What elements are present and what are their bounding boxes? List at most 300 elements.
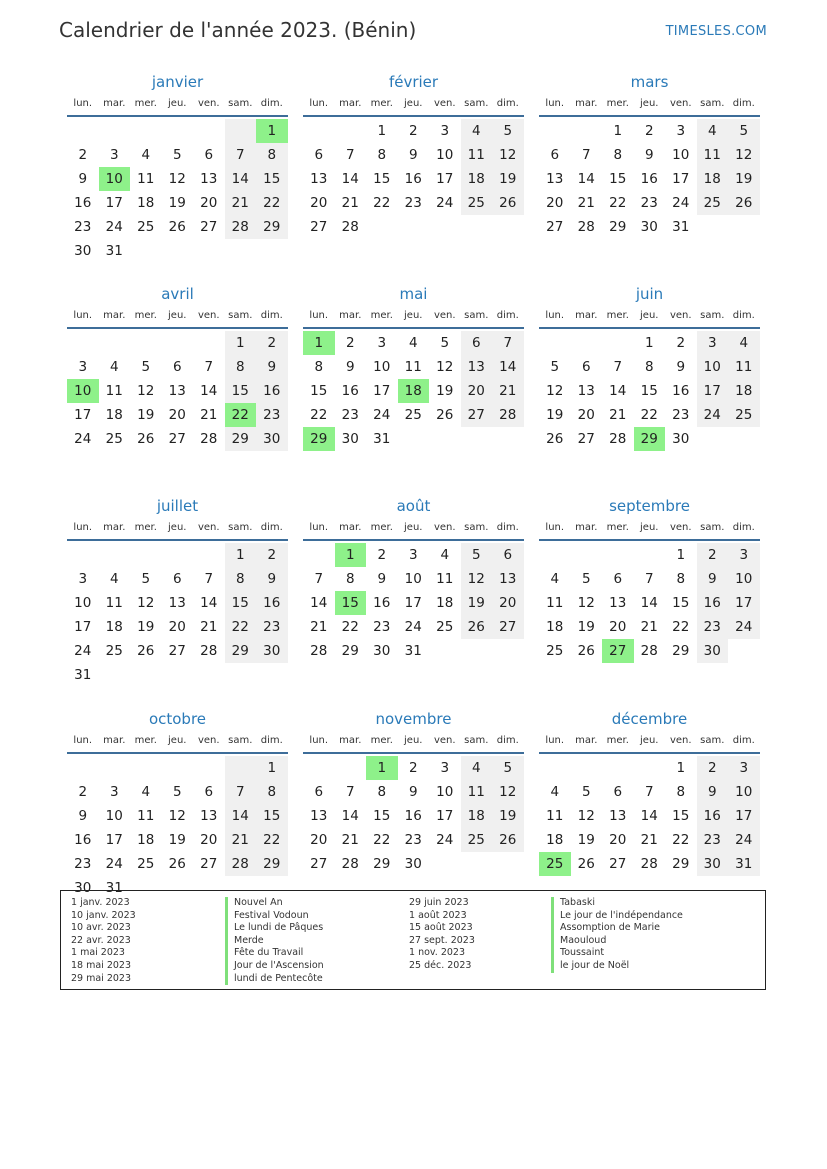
day-cell: 10 — [105, 808, 123, 824]
weekday-label: mer. — [606, 98, 629, 109]
legend-holiday-name: Tabaski — [551, 897, 683, 910]
weekday-label: ven. — [669, 98, 692, 109]
weekday-label: ven. — [197, 522, 220, 533]
weekday-label: jeu. — [404, 98, 423, 109]
day-cell-holiday: 1 — [303, 331, 335, 355]
day-cell-holiday: 1 — [256, 119, 288, 143]
day-cell: 8 — [644, 359, 654, 375]
day-cell: 8 — [676, 571, 686, 587]
weekday-label: lun. — [309, 310, 329, 321]
weekday-label: sam. — [228, 735, 253, 746]
weekday-label: jeu. — [404, 735, 423, 746]
weekday-label: mar. — [103, 522, 126, 533]
weekday-label: ven. — [669, 310, 692, 321]
day-cell: 12 — [436, 359, 454, 375]
day-empty — [602, 756, 634, 780]
legend-dates-left — [71, 897, 136, 985]
weekday-label: lun. — [545, 735, 565, 746]
days-grid — [539, 756, 760, 876]
day-cell: 18 — [436, 595, 454, 611]
day-cell: 26 — [168, 856, 186, 872]
weekday-label: mer. — [606, 310, 629, 321]
weekday-label: mer. — [134, 522, 157, 533]
day-cell: 16 — [697, 591, 729, 615]
day-cell: 5 — [492, 119, 524, 143]
weekday-label: mar. — [575, 735, 598, 746]
day-cell: 30 — [640, 219, 658, 235]
day-cell: 16 — [256, 379, 288, 403]
day-cell: 7 — [204, 571, 214, 587]
day-cell: 17 — [436, 808, 454, 824]
day-cell: 31 — [105, 880, 123, 896]
day-cell: 4 — [141, 147, 151, 163]
day-cell: 8 — [613, 147, 623, 163]
day-cell: 21 — [640, 619, 658, 635]
day-cell: 6 — [172, 359, 182, 375]
month-8 — [539, 495, 760, 708]
day-cell: 14 — [341, 808, 359, 824]
weekday-header — [67, 93, 288, 117]
day-cell: 12 — [492, 143, 524, 167]
day-cell: 22 — [341, 619, 359, 635]
day-cell: 31 — [105, 243, 123, 259]
day-cell: 2 — [256, 543, 288, 567]
day-cell-holiday: 1 — [366, 756, 398, 780]
weekday-label: mer. — [370, 522, 393, 533]
day-cell: 31 — [728, 852, 760, 876]
day-cell: 30 — [74, 880, 92, 896]
day-empty — [162, 543, 194, 567]
legend-date: 25 déc. 2023 — [409, 959, 472, 971]
days-grid — [539, 331, 760, 451]
day-cell: 9 — [256, 355, 288, 379]
day-cell: 5 — [581, 571, 591, 587]
day-cell: 24 — [697, 403, 729, 427]
day-cell: 4 — [141, 784, 151, 800]
day-cell: 16 — [256, 591, 288, 615]
legend-holiday-name: lundi de Pentecôte — [225, 973, 324, 986]
day-cell: 7 — [644, 571, 654, 587]
weekday-label: mar. — [339, 310, 362, 321]
day-cell: 2 — [697, 543, 729, 567]
day-cell: 31 — [404, 643, 422, 659]
day-cell: 3 — [697, 331, 729, 355]
day-cell: 28 — [341, 219, 359, 235]
day-cell: 26 — [546, 431, 564, 447]
day-cell: 12 — [492, 780, 524, 804]
day-cell: 8 — [377, 147, 387, 163]
weekday-label: sam. — [464, 735, 489, 746]
day-cell: 17 — [373, 383, 391, 399]
day-cell: 12 — [577, 595, 595, 611]
day-cell: 20 — [609, 832, 627, 848]
month-name: janvier — [151, 73, 204, 91]
day-cell: 3 — [78, 359, 88, 375]
weekday-label: mer. — [606, 522, 629, 533]
day-cell: 22 — [672, 832, 690, 848]
day-cell: 16 — [640, 171, 658, 187]
day-cell: 13 — [577, 383, 595, 399]
weekday-label: ven. — [197, 735, 220, 746]
day-cell: 11 — [697, 143, 729, 167]
day-cell: 17 — [404, 595, 422, 611]
weekday-label: ven. — [433, 522, 456, 533]
day-cell: 21 — [200, 619, 218, 635]
legend-date: 29 juin 2023 — [409, 897, 469, 908]
days-grid — [303, 756, 524, 876]
day-cell: 24 — [74, 643, 92, 659]
weekday-label: sam. — [228, 98, 253, 109]
day-cell: 8 — [225, 355, 257, 379]
day-cell: 5 — [492, 756, 524, 780]
weekday-label: sam. — [464, 310, 489, 321]
legend-date: 10 janv. 2023 — [71, 909, 136, 921]
weekday-label: sam. — [464, 98, 489, 109]
days-grid — [67, 756, 288, 900]
holiday-legend — [60, 890, 766, 990]
day-cell: 12 — [168, 808, 186, 824]
day-cell: 15 — [225, 591, 257, 615]
day-cell: 14 — [310, 595, 328, 611]
day-cell: 5 — [172, 147, 182, 163]
day-cell: 15 — [640, 383, 658, 399]
day-cell: 24 — [728, 615, 760, 639]
day-cell: 21 — [225, 828, 257, 852]
day-empty — [193, 543, 225, 567]
day-cell: 8 — [345, 571, 355, 587]
day-cell: 22 — [310, 407, 328, 423]
day-cell: 29 — [256, 852, 288, 876]
day-cell: 15 — [609, 171, 627, 187]
day-cell: 21 — [640, 832, 658, 848]
day-cell: 19 — [137, 619, 155, 635]
day-cell: 26 — [577, 856, 595, 872]
day-cell: 18 — [461, 804, 493, 828]
weekday-label: sam. — [228, 310, 253, 321]
weekday-header — [67, 517, 288, 541]
legend-holiday-name: Jour de l'Ascension — [225, 960, 324, 973]
day-cell: 27 — [546, 219, 564, 235]
day-cell: 10 — [74, 595, 92, 611]
day-cell: 23 — [672, 407, 690, 423]
day-cell: 12 — [728, 143, 760, 167]
day-cell-holiday: 1 — [335, 543, 367, 567]
day-cell: 13 — [310, 808, 328, 824]
day-cell: 8 — [225, 567, 257, 591]
weekday-header — [303, 517, 524, 541]
day-cell: 19 — [168, 832, 186, 848]
day-cell: 22 — [256, 191, 288, 215]
day-cell: 11 — [137, 171, 155, 187]
day-cell: 22 — [672, 619, 690, 635]
day-cell: 6 — [204, 784, 214, 800]
legend-date: 27 sept. 2023 — [409, 934, 475, 946]
day-cell: 16 — [672, 383, 690, 399]
day-cell: 10 — [697, 355, 729, 379]
day-cell: 22 — [609, 195, 627, 211]
day-cell: 13 — [310, 171, 328, 187]
day-cell: 9 — [78, 808, 88, 824]
day-cell: 22 — [640, 407, 658, 423]
day-cell: 23 — [697, 828, 729, 852]
day-cell: 28 — [200, 431, 218, 447]
month-name: mars — [630, 73, 669, 91]
day-cell: 17 — [672, 171, 690, 187]
day-cell: 9 — [676, 359, 686, 375]
day-cell: 14 — [577, 171, 595, 187]
day-cell: 13 — [546, 171, 564, 187]
day-cell: 1 — [225, 331, 257, 355]
weekday-header — [539, 730, 760, 754]
day-empty — [162, 331, 194, 355]
day-empty — [99, 119, 131, 143]
day-empty — [162, 119, 194, 143]
weekday-label: jeu. — [404, 522, 423, 533]
legend-holiday-name: Festival Vodoun — [225, 910, 324, 923]
day-cell: 6 — [492, 543, 524, 567]
day-cell: 26 — [577, 643, 595, 659]
day-cell: 11 — [728, 355, 760, 379]
weekday-label: dim. — [732, 310, 755, 321]
day-empty — [67, 543, 99, 567]
day-cell: 14 — [225, 804, 257, 828]
day-cell: 18 — [137, 832, 155, 848]
day-cell: 19 — [577, 832, 595, 848]
day-cell: 20 — [609, 619, 627, 635]
day-cell: 16 — [404, 808, 422, 824]
day-cell: 16 — [404, 171, 422, 187]
day-cell: 23 — [373, 619, 391, 635]
weekday-label: mar. — [339, 98, 362, 109]
day-cell: 21 — [225, 191, 257, 215]
day-cell: 2 — [697, 756, 729, 780]
day-cell: 8 — [676, 784, 686, 800]
day-empty — [225, 756, 257, 780]
day-cell: 24 — [373, 407, 391, 423]
day-cell: 19 — [461, 591, 493, 615]
weekday-label: jeu. — [168, 522, 187, 533]
day-cell: 23 — [256, 403, 288, 427]
weekday-label: lun. — [309, 98, 329, 109]
legend-date: 22 avr. 2023 — [71, 934, 131, 946]
day-cell: 5 — [728, 119, 760, 143]
day-empty — [99, 543, 131, 567]
day-cell: 1 — [225, 543, 257, 567]
day-cell: 2 — [408, 760, 418, 776]
day-empty — [99, 331, 131, 355]
day-cell: 20 — [310, 195, 328, 211]
weekday-label: dim. — [496, 522, 519, 533]
day-cell: 6 — [314, 784, 324, 800]
legend-date: 1 janv. 2023 — [71, 897, 130, 908]
day-cell: 30 — [404, 856, 422, 872]
legend-date: 1 mai 2023 — [71, 947, 125, 959]
day-cell: 13 — [609, 595, 627, 611]
day-cell: 3 — [408, 547, 418, 563]
day-cell: 12 — [137, 383, 155, 399]
day-cell: 6 — [314, 147, 324, 163]
month-name: juillet — [156, 497, 199, 515]
day-cell: 11 — [105, 383, 123, 399]
day-cell: 4 — [728, 331, 760, 355]
brand-logo[interactable]: TIMESLES.COM — [665, 24, 767, 39]
day-cell: 23 — [697, 615, 729, 639]
day-cell: 18 — [728, 379, 760, 403]
day-empty — [571, 119, 603, 143]
day-cell: 12 — [137, 595, 155, 611]
day-cell: 14 — [225, 167, 257, 191]
day-cell: 7 — [581, 147, 591, 163]
legend-date: 15 août 2023 — [409, 922, 473, 934]
day-cell: 6 — [550, 147, 560, 163]
legend-date: 1 nov. 2023 — [409, 947, 465, 959]
legend-holiday-name: Le lundi de Pâques — [225, 922, 324, 935]
day-cell: 18 — [105, 407, 123, 423]
day-cell: 15 — [310, 383, 328, 399]
legend-holiday-name: Merde — [225, 935, 324, 948]
legend-date: 10 avr. 2023 — [71, 922, 131, 934]
day-cell: 7 — [345, 147, 355, 163]
weekday-label: jeu. — [168, 98, 187, 109]
day-cell: 3 — [728, 756, 760, 780]
day-cell: 26 — [436, 407, 454, 423]
days-grid — [303, 119, 524, 239]
day-cell: 24 — [436, 195, 454, 211]
day-cell: 18 — [546, 832, 564, 848]
day-cell: 22 — [225, 615, 257, 639]
weekday-label: mar. — [575, 522, 598, 533]
day-cell: 25 — [105, 643, 123, 659]
day-cell: 29 — [672, 643, 690, 659]
weekday-label: jeu. — [168, 310, 187, 321]
weekday-label: mar. — [103, 735, 126, 746]
day-cell: 21 — [492, 379, 524, 403]
day-cell: 3 — [440, 760, 450, 776]
weekday-label: mar. — [575, 310, 598, 321]
day-cell-holiday: 29 — [634, 427, 666, 451]
day-cell: 20 — [577, 407, 595, 423]
day-cell: 2 — [377, 547, 387, 563]
day-cell: 6 — [172, 571, 182, 587]
legend-names-right — [551, 897, 683, 973]
day-cell: 30 — [672, 431, 690, 447]
weekday-label: ven. — [197, 98, 220, 109]
day-cell: 25 — [697, 191, 729, 215]
day-cell: 28 — [341, 856, 359, 872]
weekday-label: ven. — [669, 735, 692, 746]
weekday-label: mer. — [370, 735, 393, 746]
day-cell: 22 — [256, 828, 288, 852]
day-cell: 2 — [78, 147, 88, 163]
day-empty — [130, 543, 162, 567]
month-6 — [67, 495, 288, 708]
day-cell: 7 — [225, 143, 257, 167]
day-empty — [634, 543, 666, 567]
legend-names-left — [225, 897, 324, 985]
weekday-label: dim. — [732, 522, 755, 533]
day-cell-holiday: 29 — [303, 427, 335, 451]
month-name: mai — [399, 285, 428, 303]
day-cell-holiday: 25 — [539, 852, 571, 876]
weekday-label: jeu. — [640, 310, 659, 321]
day-empty — [193, 119, 225, 143]
weekday-label: lun. — [545, 522, 565, 533]
day-cell: 30 — [256, 639, 288, 663]
day-empty — [539, 119, 571, 143]
day-cell: 9 — [408, 147, 418, 163]
day-empty — [193, 331, 225, 355]
month-name: février — [388, 73, 439, 91]
weekday-label: lun. — [545, 98, 565, 109]
day-cell: 27 — [310, 219, 328, 235]
day-cell: 30 — [256, 427, 288, 451]
day-empty — [571, 331, 603, 355]
day-cell: 9 — [644, 147, 654, 163]
day-cell: 23 — [404, 832, 422, 848]
day-cell: 9 — [377, 571, 387, 587]
day-cell: 30 — [373, 643, 391, 659]
month-4 — [303, 283, 524, 495]
day-cell: 28 — [492, 403, 524, 427]
day-cell: 6 — [613, 571, 623, 587]
day-cell: 5 — [581, 784, 591, 800]
weekday-label: dim. — [260, 522, 283, 533]
day-empty — [130, 119, 162, 143]
day-cell: 19 — [728, 167, 760, 191]
weekday-label: lun. — [545, 310, 565, 321]
day-cell: 16 — [697, 804, 729, 828]
day-empty — [602, 331, 634, 355]
day-cell: 14 — [640, 595, 658, 611]
day-cell: 25 — [461, 828, 493, 852]
day-cell-holiday: 18 — [398, 379, 430, 403]
day-empty — [67, 331, 99, 355]
day-cell: 18 — [697, 167, 729, 191]
day-cell: 1 — [613, 123, 623, 139]
month-3 — [67, 283, 288, 495]
day-cell: 6 — [581, 359, 591, 375]
day-cell: 5 — [461, 543, 493, 567]
day-cell: 26 — [728, 191, 760, 215]
day-cell: 14 — [200, 595, 218, 611]
weekday-label: lun. — [73, 735, 93, 746]
day-empty — [67, 756, 99, 780]
weekday-label: mar. — [103, 98, 126, 109]
day-cell: 30 — [74, 243, 92, 259]
day-cell: 27 — [200, 219, 218, 235]
legend-dates-right — [409, 897, 475, 973]
day-cell: 4 — [408, 335, 418, 351]
day-cell: 19 — [168, 195, 186, 211]
day-cell: 25 — [137, 856, 155, 872]
day-cell: 27 — [609, 856, 627, 872]
weekday-label: jeu. — [640, 735, 659, 746]
day-cell: 27 — [461, 403, 493, 427]
day-cell: 10 — [404, 571, 422, 587]
day-cell: 1 — [644, 335, 654, 351]
day-cell-holiday: 10 — [67, 379, 99, 403]
day-cell: 11 — [546, 595, 564, 611]
day-cell: 27 — [168, 643, 186, 659]
weekday-header — [303, 93, 524, 117]
day-cell: 10 — [728, 567, 760, 591]
day-cell: 23 — [640, 195, 658, 211]
day-cell: 25 — [105, 431, 123, 447]
day-cell: 22 — [373, 195, 391, 211]
weekday-label: jeu. — [404, 310, 423, 321]
day-cell: 13 — [200, 171, 218, 187]
day-cell: 30 — [697, 852, 729, 876]
